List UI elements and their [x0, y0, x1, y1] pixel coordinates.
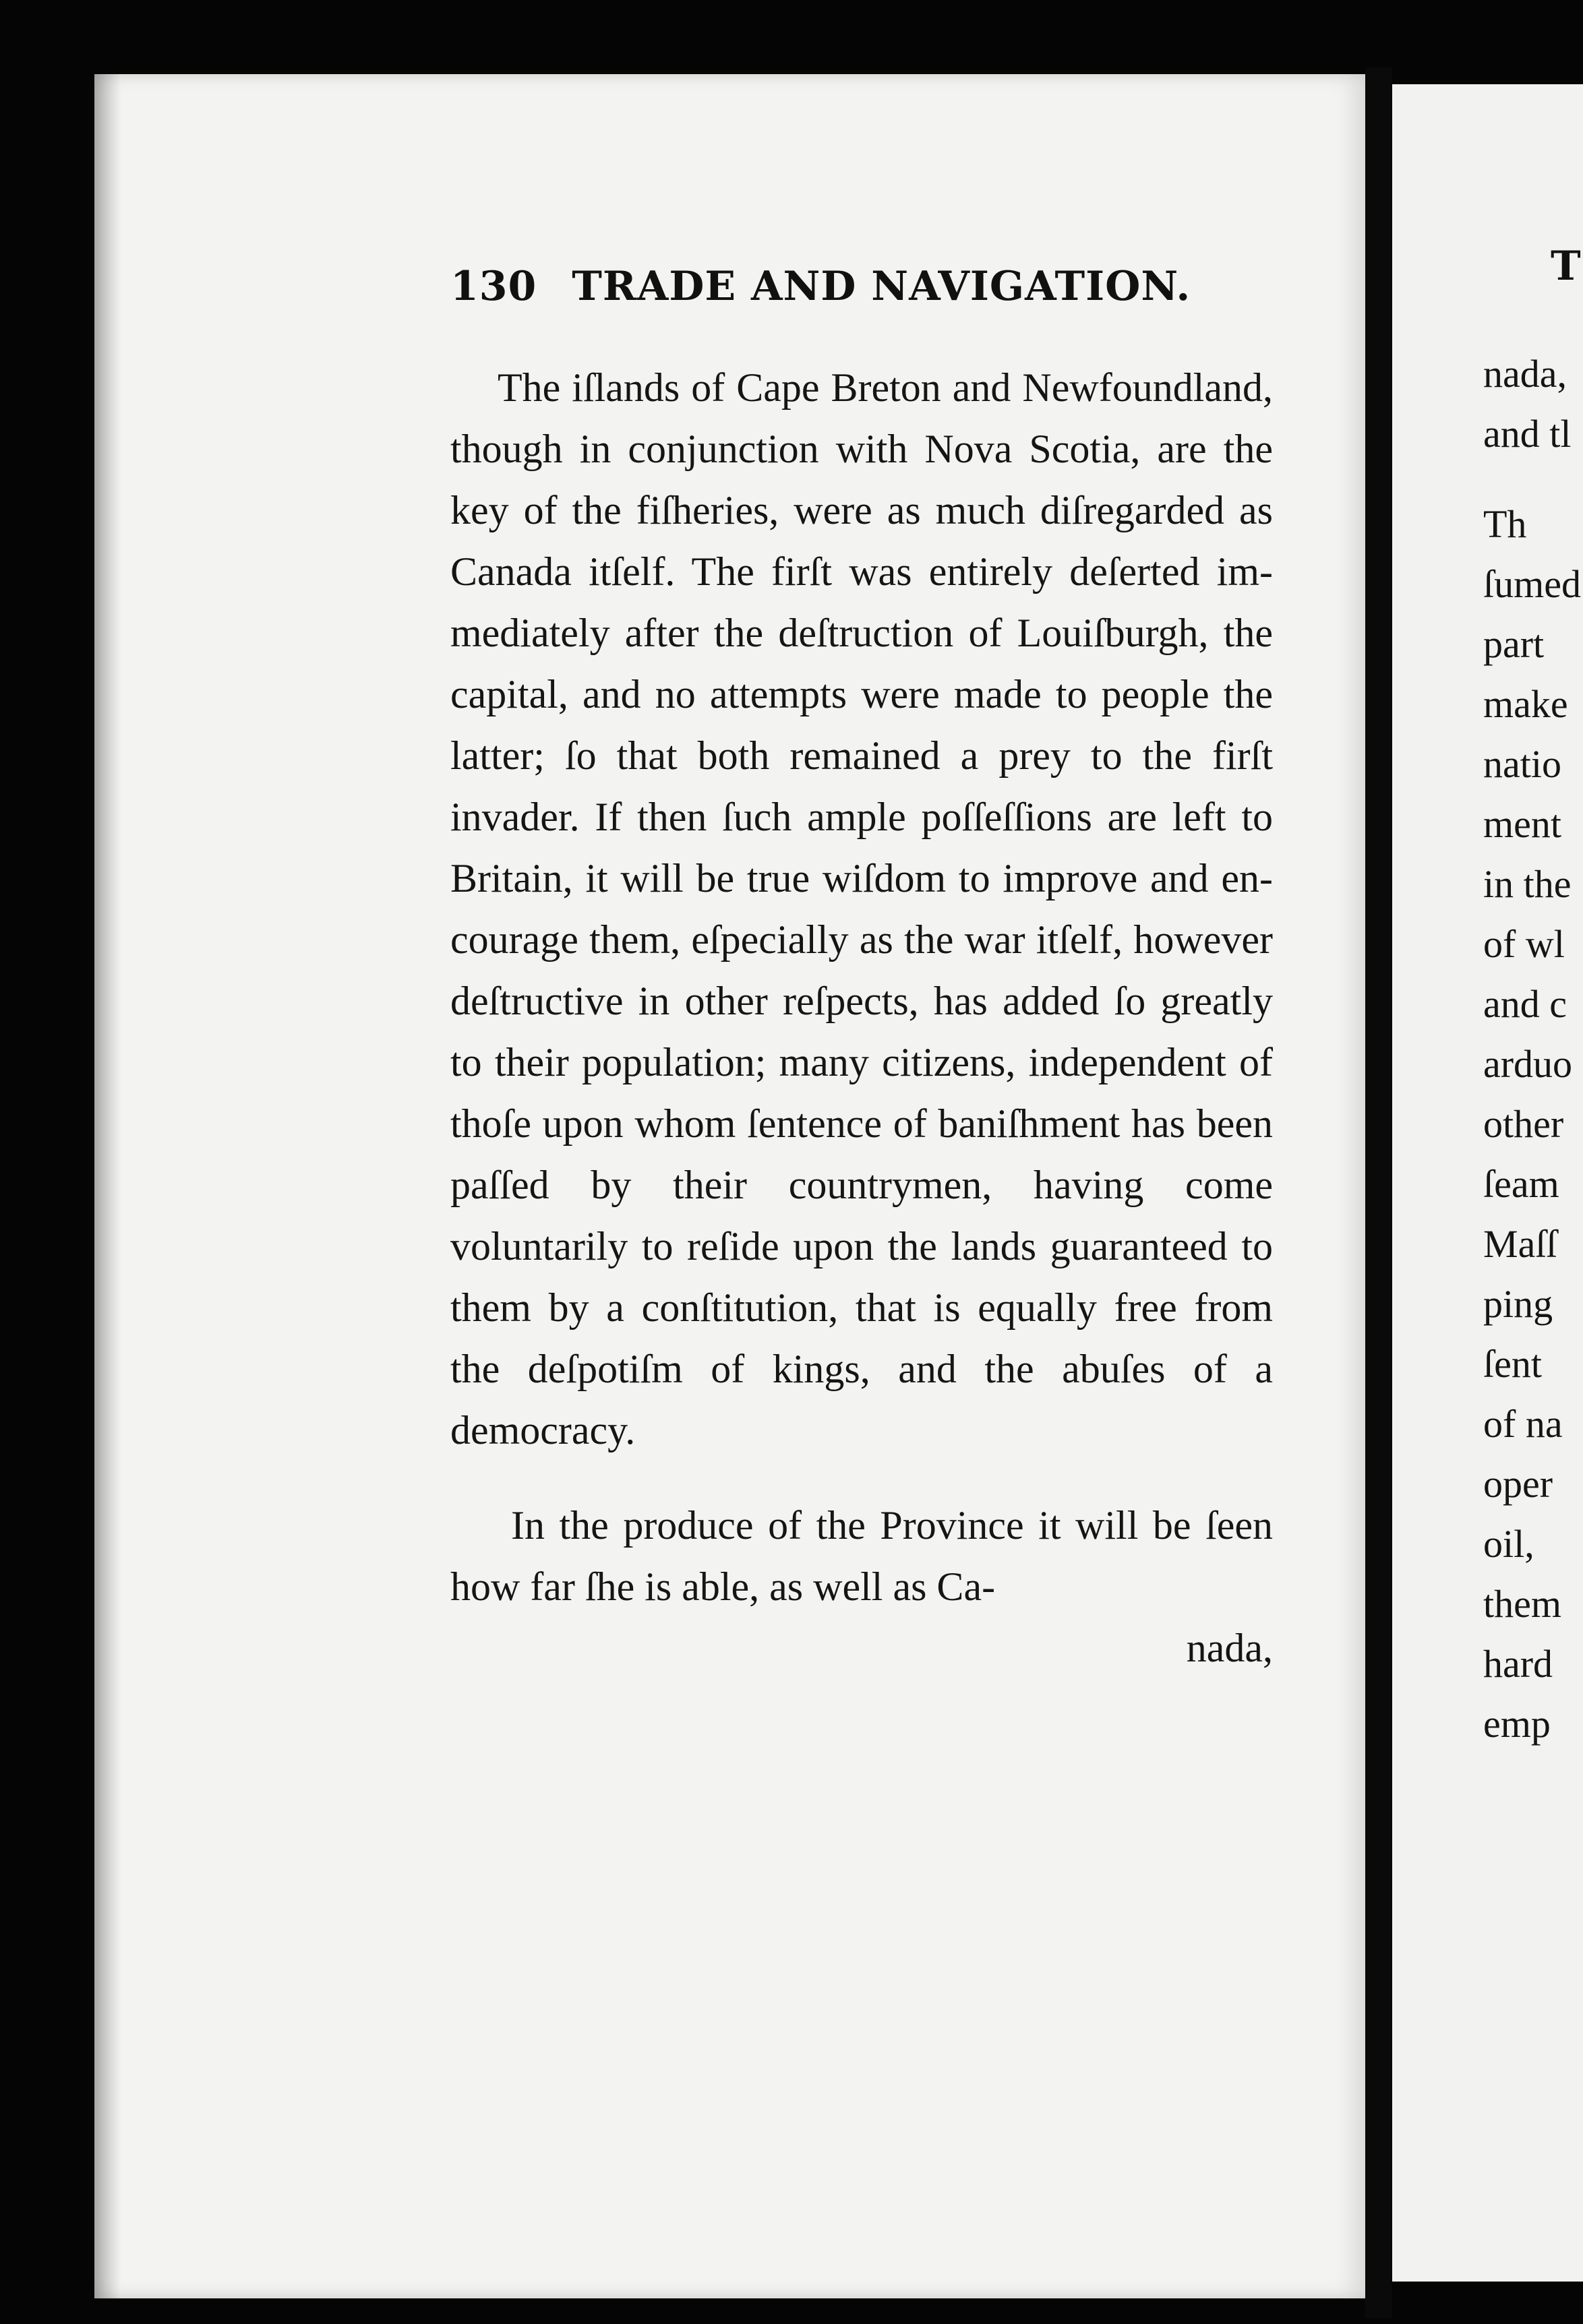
right-page-line-fragment: ſeam	[1483, 1162, 1559, 1206]
right-page-line-fragment: arduo	[1483, 1042, 1573, 1086]
body-text	[450, 357, 1273, 1670]
right-page-line-fragment: Th	[1483, 502, 1527, 546]
running-head	[450, 263, 1192, 310]
right-page-line-fragment: Maſſ	[1483, 1222, 1557, 1266]
paragraph-2: In the produce of the Province it will be ſeen how far ſhe is able, as well as Ca-	[450, 1503, 1273, 1609]
right-page-line-fragment: oil,	[1483, 1522, 1534, 1566]
right-page-line-fragment: of na	[1483, 1402, 1563, 1446]
right-page-line-fragment: of wl	[1483, 922, 1565, 966]
right-page-line-fragment: hard	[1483, 1642, 1553, 1686]
right-page-line-fragment: emp	[1483, 1702, 1551, 1746]
running-head-title: TRADE AND NAVIGATION.	[572, 263, 1191, 310]
right-running-head-fragment: T	[1551, 243, 1581, 290]
right-page-line-fragment: ſent	[1483, 1342, 1542, 1386]
catchword: nada,	[1186, 1626, 1273, 1670]
right-page-line-fragment: ping	[1483, 1282, 1553, 1326]
right-page-line-fragment: natio	[1483, 742, 1561, 786]
right-page-line-fragment: ſumed	[1483, 562, 1581, 606]
right-page-text-fragments	[1483, 344, 1583, 1754]
right-page-line-fragment: nada,	[1483, 352, 1567, 396]
right-page-line-fragment: in the	[1483, 862, 1572, 906]
right-page-line-fragment	[1483, 464, 1583, 494]
right-page-line-fragment: other	[1483, 1102, 1564, 1146]
right-page-line-fragment: ment	[1483, 802, 1561, 846]
right-page-line-fragment: make	[1483, 682, 1568, 726]
right-page-line-fragment: and tl	[1483, 412, 1572, 456]
page-number: 130	[450, 263, 537, 310]
right-page-line-fragment: oper	[1483, 1462, 1553, 1506]
right-page-line-fragment: and c	[1483, 982, 1567, 1026]
right-page-line-fragment: part	[1483, 622, 1545, 666]
right-page-line-fragment: them	[1483, 1582, 1561, 1626]
book-gutter	[1365, 67, 1392, 2319]
paragraph-1: The iſlands of Cape Breton and Newfoundland, though in conjunction with Nova Scotia, are the key of the fiſheries, were as much diſregarded as Canada itſelf. The firſt was entirely deſerted immediately after the deſtruction of Louiſburgh, the capital, and no attempts were made to people the latter; ſo that both remained a prey to the firſt invader. If then ſuch ample poſſeſſions are left to Britain, it will be true wiſdom to improve and encourage them, eſpecially as the war itſelf, however deſtructive in other reſpects, has added ſo greatly to their population; many citizens, independent of thoſe upon whom ſentence of baniſhment has been paſſed by their countrymen, having come voluntarily to reſide upon the lands guaranteed to them by a conſtitution, that is equally free from the deſpotiſm of kings, and the abuſes of a democracy.	[450, 365, 1273, 1452]
